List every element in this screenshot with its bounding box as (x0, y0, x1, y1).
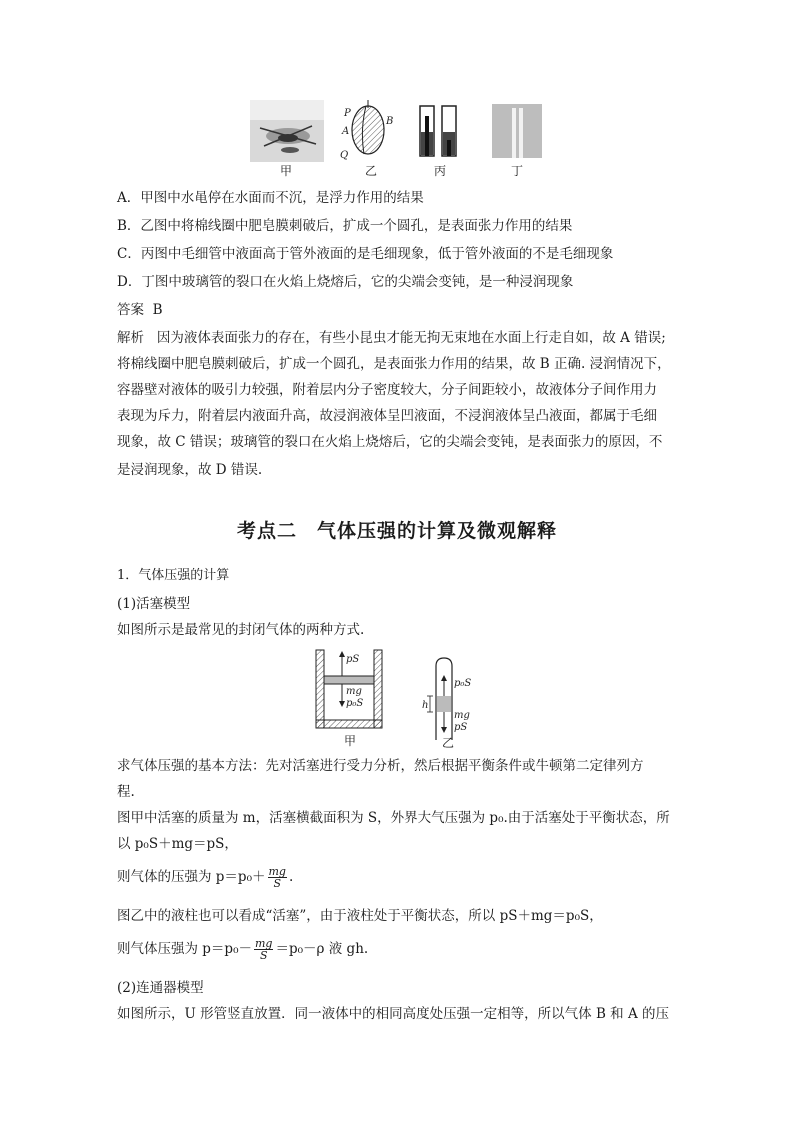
option-c: C．丙图中毛细管中液面高于管外液面的是毛细现象，低于管外液面的不是毛细现象 (117, 246, 614, 262)
answer-label: 答案 (117, 302, 144, 318)
capillary-tubes-diagram (416, 102, 466, 158)
label-h: h (422, 700, 429, 711)
label-ps-yi: pS (454, 722, 468, 733)
fraction-denominator-2: S (259, 949, 268, 962)
label-a: A (342, 126, 350, 137)
caption-jia: 甲 (280, 164, 293, 178)
jia-result-prefix: 则气体的压强为 p＝p₀＋ (117, 869, 266, 885)
analysis-line-5: 现象，故 C 错误；玻璃管的裂口在火焰上烧熔后，它的尖端会变钝，是表面张力的原因，不 (117, 434, 663, 450)
last-line: 如图所示，U 形管竖直放置．同一液体中的相同高度处压强一定相等，所以气体 B 和 A 的压 (117, 1006, 670, 1022)
label-mg-jia: mg (346, 686, 362, 697)
soap-film-ring-diagram (340, 98, 410, 162)
water-strider-photo (250, 100, 324, 162)
analysis-line-6: 是浸润现象，故 D 错误. (117, 462, 263, 478)
label-q: Q (340, 150, 349, 161)
option-a: A．甲图中水黾停在水面而不沉，是浮力作用的结果 (117, 190, 424, 206)
item-1-1: (1)活塞模型 (117, 596, 191, 612)
liquid-column-tube-diagram (420, 656, 490, 742)
analysis-line-1 (117, 328, 666, 348)
method-line-1: 求气体压强的基本方法：先对活塞进行受力分析，然后根据平衡条件或牛顿第二定律列方 (117, 758, 644, 774)
option-b: B．乙图中将棉线圈中肥皂膜刺破后，扩成一个圆孔，是表面张力作用的结果 (117, 218, 573, 234)
analysis-label: 解析 (117, 330, 144, 346)
yi-result-suffix: ＝p₀－ρ 液 gh. (275, 941, 369, 957)
answer-value: B (152, 302, 163, 318)
analysis-line-2: 将棉线圈中肥皂膜刺破后，扩成一个圆孔，是表面张力作用的结果，故 B 正确. 浸润情况下， (117, 356, 671, 372)
label-mg-yi: mg (454, 710, 470, 721)
jia-result: 则气体的压强为 p＝p₀＋ $\frac{mg}{S}$ . (117, 865, 294, 890)
fraction-mg-over-s (268, 866, 287, 889)
section-title: 考点二 气体压强的计算及微观解释 (236, 520, 557, 542)
intro-line: 如图所示是最常见的封闭气体的两种方式. (117, 622, 365, 638)
caption-mid-jia: 甲 (344, 734, 357, 748)
caption-yi: 乙 (365, 164, 378, 178)
label-b: B (386, 116, 394, 127)
jia-line-2: 以 p₀S＋mg＝pS， (117, 836, 238, 852)
answer (117, 300, 163, 320)
caption-bing: 丙 (434, 164, 447, 178)
fraction-numerator-2: mg (255, 937, 273, 950)
yi-result (117, 938, 368, 961)
figure-top (248, 98, 548, 178)
option-d: D．丁图中玻璃管的裂口在火焰上烧熔后，它的尖端会变钝，是一种浸润现象 (117, 274, 574, 290)
glass-tube-photo (492, 104, 542, 158)
figure-mid (312, 648, 492, 748)
fraction-numerator: mg (268, 865, 286, 878)
item-1-2: (2)连通器模型 (117, 980, 204, 996)
caption-mid-yi: 乙 (442, 736, 455, 750)
analysis-line-3: 容器壁对液体的吸引力较强，附着层内分子密度较大，分子间距较小，故液体分子间作用力 (117, 382, 657, 398)
analysis-line-4: 表现为斥力，附着层内液面升高，故浸润液体呈凹液面，不浸润液体呈凸液面，都属于毛细 (117, 408, 657, 424)
piston-cylinder-diagram (312, 648, 392, 740)
label-p: P (344, 108, 351, 119)
yi-line: 图乙中的液柱也可以看成“活塞”，由于液柱处于平衡状态，所以 pS＋mg＝p₀S， (117, 908, 603, 924)
jia-line-1: 图甲中活塞的质量为 m，活塞横截面积为 S，外界大气压强为 p₀.由于活塞处于平衡状态，所 (117, 810, 670, 826)
label-p0s-yi: p₀S (454, 678, 472, 689)
caption-ding: 丁 (511, 164, 524, 178)
label-ps: pS (346, 654, 360, 665)
method-line-2: 程. (117, 784, 135, 800)
fraction-denominator: S (273, 877, 282, 890)
analysis-text-1: 因为液体表面张力的存在，有些小昆虫才能无拘无束地在水面上行走自如，故 A 错误; (156, 330, 666, 346)
label-p0s-jia: p₀S (346, 698, 364, 709)
yi-result-prefix: 则气体压强为 p＝p₀－ (117, 941, 252, 957)
fraction-mg-over-s-2 (254, 938, 273, 961)
item-1: 1．气体压强的计算 (117, 568, 230, 583)
